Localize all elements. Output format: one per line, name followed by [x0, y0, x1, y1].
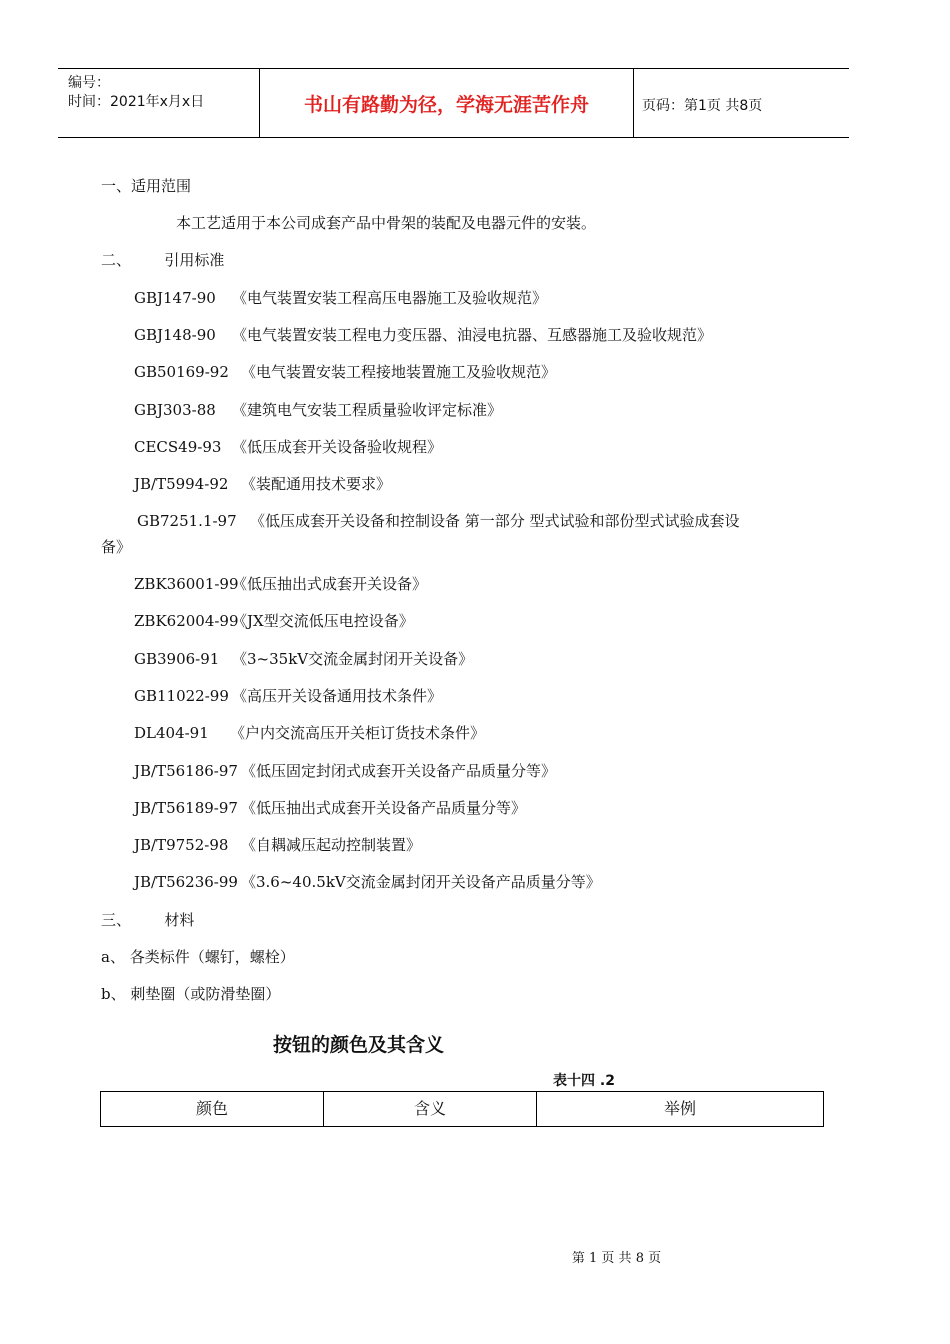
scope-heading: 一、适用范围 — [101, 177, 192, 195]
material-item-a: a、 各类标件（螺钉，螺栓） — [101, 948, 295, 966]
standard-name: 《电气装置安装工程电力变压器、油浸电抗器、互感器施工及验收规范》 — [232, 326, 713, 344]
document-number-label: 编号： — [68, 75, 110, 91]
standard-item — [134, 797, 526, 818]
standard-item — [134, 573, 427, 594]
table-caption: 表十四 .2 — [553, 1073, 615, 1089]
standard-code: GBJ303-88 — [134, 401, 216, 419]
standard-name: 《自耦减压起动控制装置》 — [241, 836, 422, 854]
standard-code: GB11022-99 — [134, 687, 229, 705]
standard-code: GB3906-91 — [134, 650, 220, 668]
standard-code: GBJ148-90 — [134, 326, 216, 344]
header-page-info: 页码：第1页 共8页 — [642, 98, 763, 114]
standard-name: 《3.6~40.5kV交流金属封闭开关设备产品质量分等》 — [241, 873, 601, 891]
standard-name: 《电气装置安装工程高压电器施工及验收规范》 — [232, 289, 548, 307]
table-header-meaning: 含义 — [324, 1092, 537, 1126]
standard-code: ZBK62004-99 — [134, 612, 239, 630]
header-motto: 书山有路勤为径，学海无涯苦作舟 — [260, 69, 634, 137]
standard-code: CECS49-93 — [134, 438, 222, 456]
standard-item — [134, 834, 421, 855]
standard-code: JB/T56189-97 — [134, 799, 238, 817]
page-footer — [0, 1247, 950, 1266]
standard-name: 《低压固定封闭式成套开关设备产品质量分等》 — [241, 762, 557, 780]
document-time-label: 时间：2021年x月x日 — [68, 94, 205, 110]
standard-code: JB/T9752-98 — [134, 836, 229, 854]
standard-name: 《低压成套开关设备和控制设备 第一部分 型式试验和部份型式试验成套设 — [250, 512, 740, 530]
standard-item — [134, 760, 556, 781]
standard-name: 《低压成套开关设备验收规程》 — [232, 438, 443, 456]
standard-item — [137, 510, 740, 531]
standard-item — [134, 685, 442, 706]
standard-name: 《装配通用技术要求》 — [241, 475, 392, 493]
standard-item — [134, 648, 473, 669]
standard-code: ZBK36001-99 — [134, 575, 239, 593]
standard-item — [134, 871, 601, 892]
standard-name: 《户内交流高压开关柜订货技术条件》 — [230, 724, 486, 742]
standard-code: GB7251.1-97 — [137, 512, 237, 530]
standard-name-continuation: 备》 — [101, 538, 132, 556]
footer-page-number: 第 1 页 共 8 页 — [571, 1251, 662, 1266]
standard-code: GB50169-92 — [134, 363, 229, 381]
material-item-b: b、 刺垫圈（或防滑垫圈） — [101, 985, 281, 1003]
standard-name: 《低压抽出式成套开关设备》 — [232, 575, 428, 593]
scope-paragraph: 本工艺适用于本公司成套产品中骨架的装配及电器元件的安装。 — [176, 214, 597, 232]
standard-item — [134, 473, 391, 494]
standard-name: 《低压抽出式成套开关设备产品质量分等》 — [241, 799, 527, 817]
table-header-example: 举例 — [663, 1099, 696, 1118]
standard-code: DL404-91 — [134, 724, 209, 742]
standard-code: JB/T56236-99 — [134, 873, 238, 891]
standard-name: 《高压开关设备通用技术条件》 — [232, 687, 443, 705]
standard-code: GBJ147-90 — [134, 289, 216, 307]
button-colors-table — [100, 1091, 824, 1127]
header-meta — [58, 69, 260, 137]
standard-code: JB/T56186-97 — [134, 762, 238, 780]
button-colors-title: 按钮的颜色及其含义 — [273, 1034, 445, 1056]
standard-item — [134, 361, 556, 382]
standard-item — [134, 722, 485, 743]
standard-item — [134, 324, 712, 345]
standard-item — [134, 436, 442, 457]
standard-name: 《电气装置安装工程接地装置施工及验收规范》 — [241, 363, 557, 381]
standard-code: JB/T5994-92 — [134, 475, 229, 493]
standard-name: 《建筑电气安装工程质量验收评定标准》 — [232, 401, 503, 419]
document-header — [58, 68, 849, 138]
standard-name: 《JX型交流低压电控设备》 — [232, 612, 414, 630]
standard-item — [134, 399, 502, 420]
materials-heading: 三、 材料 — [101, 911, 195, 929]
standard-name: 《3~35kV交流金属封闭开关设备》 — [232, 650, 474, 668]
standard-item — [134, 287, 547, 308]
standards-heading: 二、 引用标准 — [101, 251, 225, 269]
table-header-color: 颜色 — [101, 1092, 324, 1126]
standard-item — [134, 610, 414, 631]
